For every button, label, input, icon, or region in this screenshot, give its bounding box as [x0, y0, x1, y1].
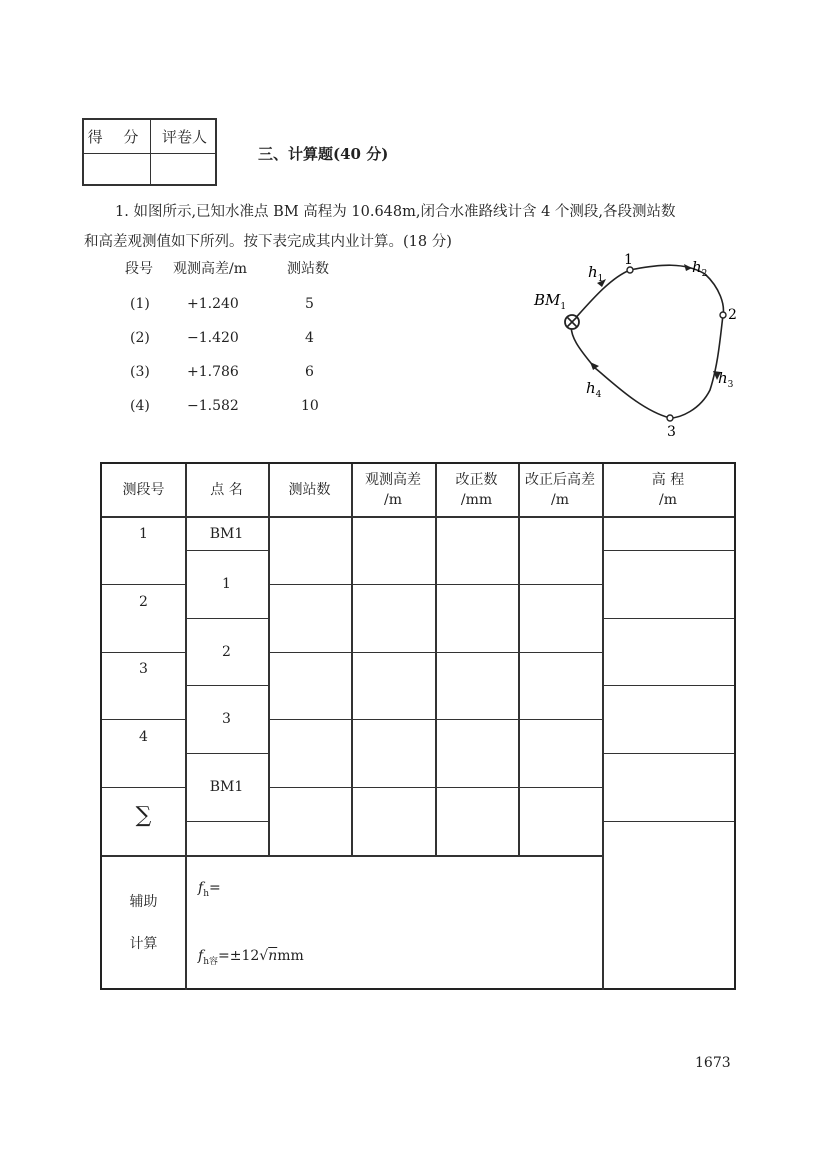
- station-count: 4: [305, 330, 314, 346]
- point-name: 2: [222, 644, 231, 660]
- header-correction-title: 改正数: [455, 472, 498, 488]
- table-divider: [185, 550, 268, 551]
- station-count: 5: [305, 296, 314, 312]
- fhr-symbol: f: [198, 948, 204, 964]
- point-name: BM1: [209, 779, 244, 795]
- station-count: 6: [305, 364, 314, 380]
- height-diff-value: −1.420: [187, 330, 239, 346]
- segment-number: (3): [130, 364, 150, 380]
- segment-number: 2: [139, 594, 148, 610]
- grader-label: 评卷人: [161, 128, 207, 146]
- table-divider: [102, 652, 185, 653]
- table-divider: [518, 464, 520, 855]
- point-1-label: 1: [624, 252, 633, 268]
- table-divider: [268, 464, 270, 855]
- question-line-1: 1. 如图所示,已知水准点 BM 高程为 10.648m,闭合水准路线计含 4 个测段,各段测站数: [115, 204, 676, 220]
- table-divider: [602, 550, 734, 551]
- score-box: [82, 118, 217, 186]
- header-height-diff: 观测高差/m: [173, 261, 247, 277]
- header-corrected-dh-unit: /m: [551, 492, 569, 508]
- height-diff-value: +1.786: [187, 364, 239, 380]
- header-segment-no: 测段号: [122, 482, 165, 498]
- segment-number: 4: [139, 729, 148, 745]
- table-divider: [268, 584, 602, 585]
- header-observed-dh: [351, 470, 435, 510]
- table-divider: [351, 464, 353, 855]
- sum-symbol: ∑: [135, 803, 152, 828]
- question-text: [84, 197, 755, 257]
- header-elevation-unit: /m: [659, 492, 677, 508]
- table-divider: [185, 685, 268, 686]
- aux-label-1: 辅助: [129, 894, 158, 910]
- table-divider: [268, 652, 602, 653]
- header-stations: 测站数: [287, 261, 329, 277]
- calculation-table: [100, 462, 736, 990]
- point-3-marker: [667, 415, 673, 421]
- page-number: 1673: [695, 1055, 731, 1071]
- table-divider: [602, 685, 734, 686]
- score-label: 得 分: [87, 128, 147, 146]
- fhr-coefficient: =±12: [217, 948, 260, 964]
- table-divider: [185, 618, 268, 619]
- table-divider: [102, 719, 185, 720]
- header-correction: [435, 470, 518, 510]
- segment-number: (1): [130, 296, 150, 312]
- fhr-unit: mm: [277, 948, 304, 964]
- header-segment: 段号: [125, 261, 153, 277]
- point-name: 3: [222, 711, 231, 727]
- header-elevation-title: 高 程: [651, 472, 685, 488]
- table-divider: [185, 821, 268, 822]
- table-divider: [185, 753, 268, 754]
- header-stations: 测站数: [288, 482, 331, 498]
- table-divider: [602, 464, 604, 990]
- segment-number: (2): [130, 330, 150, 346]
- h4-label: $h_4$: [586, 379, 602, 400]
- arrow-h4-icon: [590, 362, 599, 370]
- header-point-name: 点 名: [210, 482, 243, 498]
- table-divider: [602, 618, 734, 619]
- h2-label: $h_2$: [692, 258, 708, 279]
- section-title: 三、计算题(40 分): [258, 145, 389, 163]
- leveling-route-diagram: [520, 250, 750, 450]
- segment-number: 3: [139, 661, 148, 677]
- header-observed-dh-title: 观测高差: [365, 472, 421, 488]
- fhr-n: n: [268, 948, 278, 964]
- table-divider: [435, 464, 437, 855]
- fh-equals: =: [208, 880, 221, 896]
- bm-label: $BM_1$: [534, 291, 567, 312]
- fhr-subscript: h容: [203, 956, 218, 967]
- header-observed-dh-unit: /m: [384, 492, 402, 508]
- benchmark-icon: [565, 315, 579, 329]
- segment-number: 1: [139, 526, 148, 542]
- closure-error-formula: [198, 878, 221, 904]
- table-divider: [102, 584, 185, 585]
- station-count: 10: [301, 398, 319, 414]
- fh-symbol: f: [198, 880, 204, 896]
- table-divider: [102, 516, 734, 518]
- table-divider: [602, 821, 734, 822]
- header-correction-unit: /mm: [460, 492, 493, 508]
- segment-number: (4): [130, 398, 150, 414]
- point-2-marker: [720, 312, 726, 318]
- question-line-2: 和高差观测值如下所列。按下表完成其内业计算。(18 分): [84, 234, 452, 250]
- fh-subscript: h: [203, 888, 209, 899]
- sqrt-icon: √: [259, 948, 269, 964]
- height-diff-value: +1.240: [187, 296, 239, 312]
- h1-label: $h_1$: [588, 263, 604, 284]
- header-corrected-dh-title: 改正后高差: [525, 472, 595, 488]
- point-name: 1: [222, 576, 231, 592]
- point-3-label: 3: [667, 424, 676, 440]
- table-divider: [102, 787, 185, 788]
- point-name: BM1: [209, 526, 244, 542]
- header-corrected-dh: [518, 470, 602, 510]
- score-box-divider: [84, 153, 215, 154]
- point-2-label: 2: [728, 307, 737, 323]
- table-divider: [268, 787, 602, 788]
- aux-label-2: 计算: [129, 936, 158, 952]
- header-elevation: [602, 470, 734, 510]
- allowable-error-formula: [198, 946, 304, 972]
- arrow-h2-icon: [684, 264, 692, 271]
- table-divider: [602, 753, 734, 754]
- height-diff-value: −1.582: [187, 398, 239, 414]
- h3-label: $h_3$: [718, 369, 734, 390]
- table-divider: [102, 855, 602, 857]
- table-divider: [268, 719, 602, 720]
